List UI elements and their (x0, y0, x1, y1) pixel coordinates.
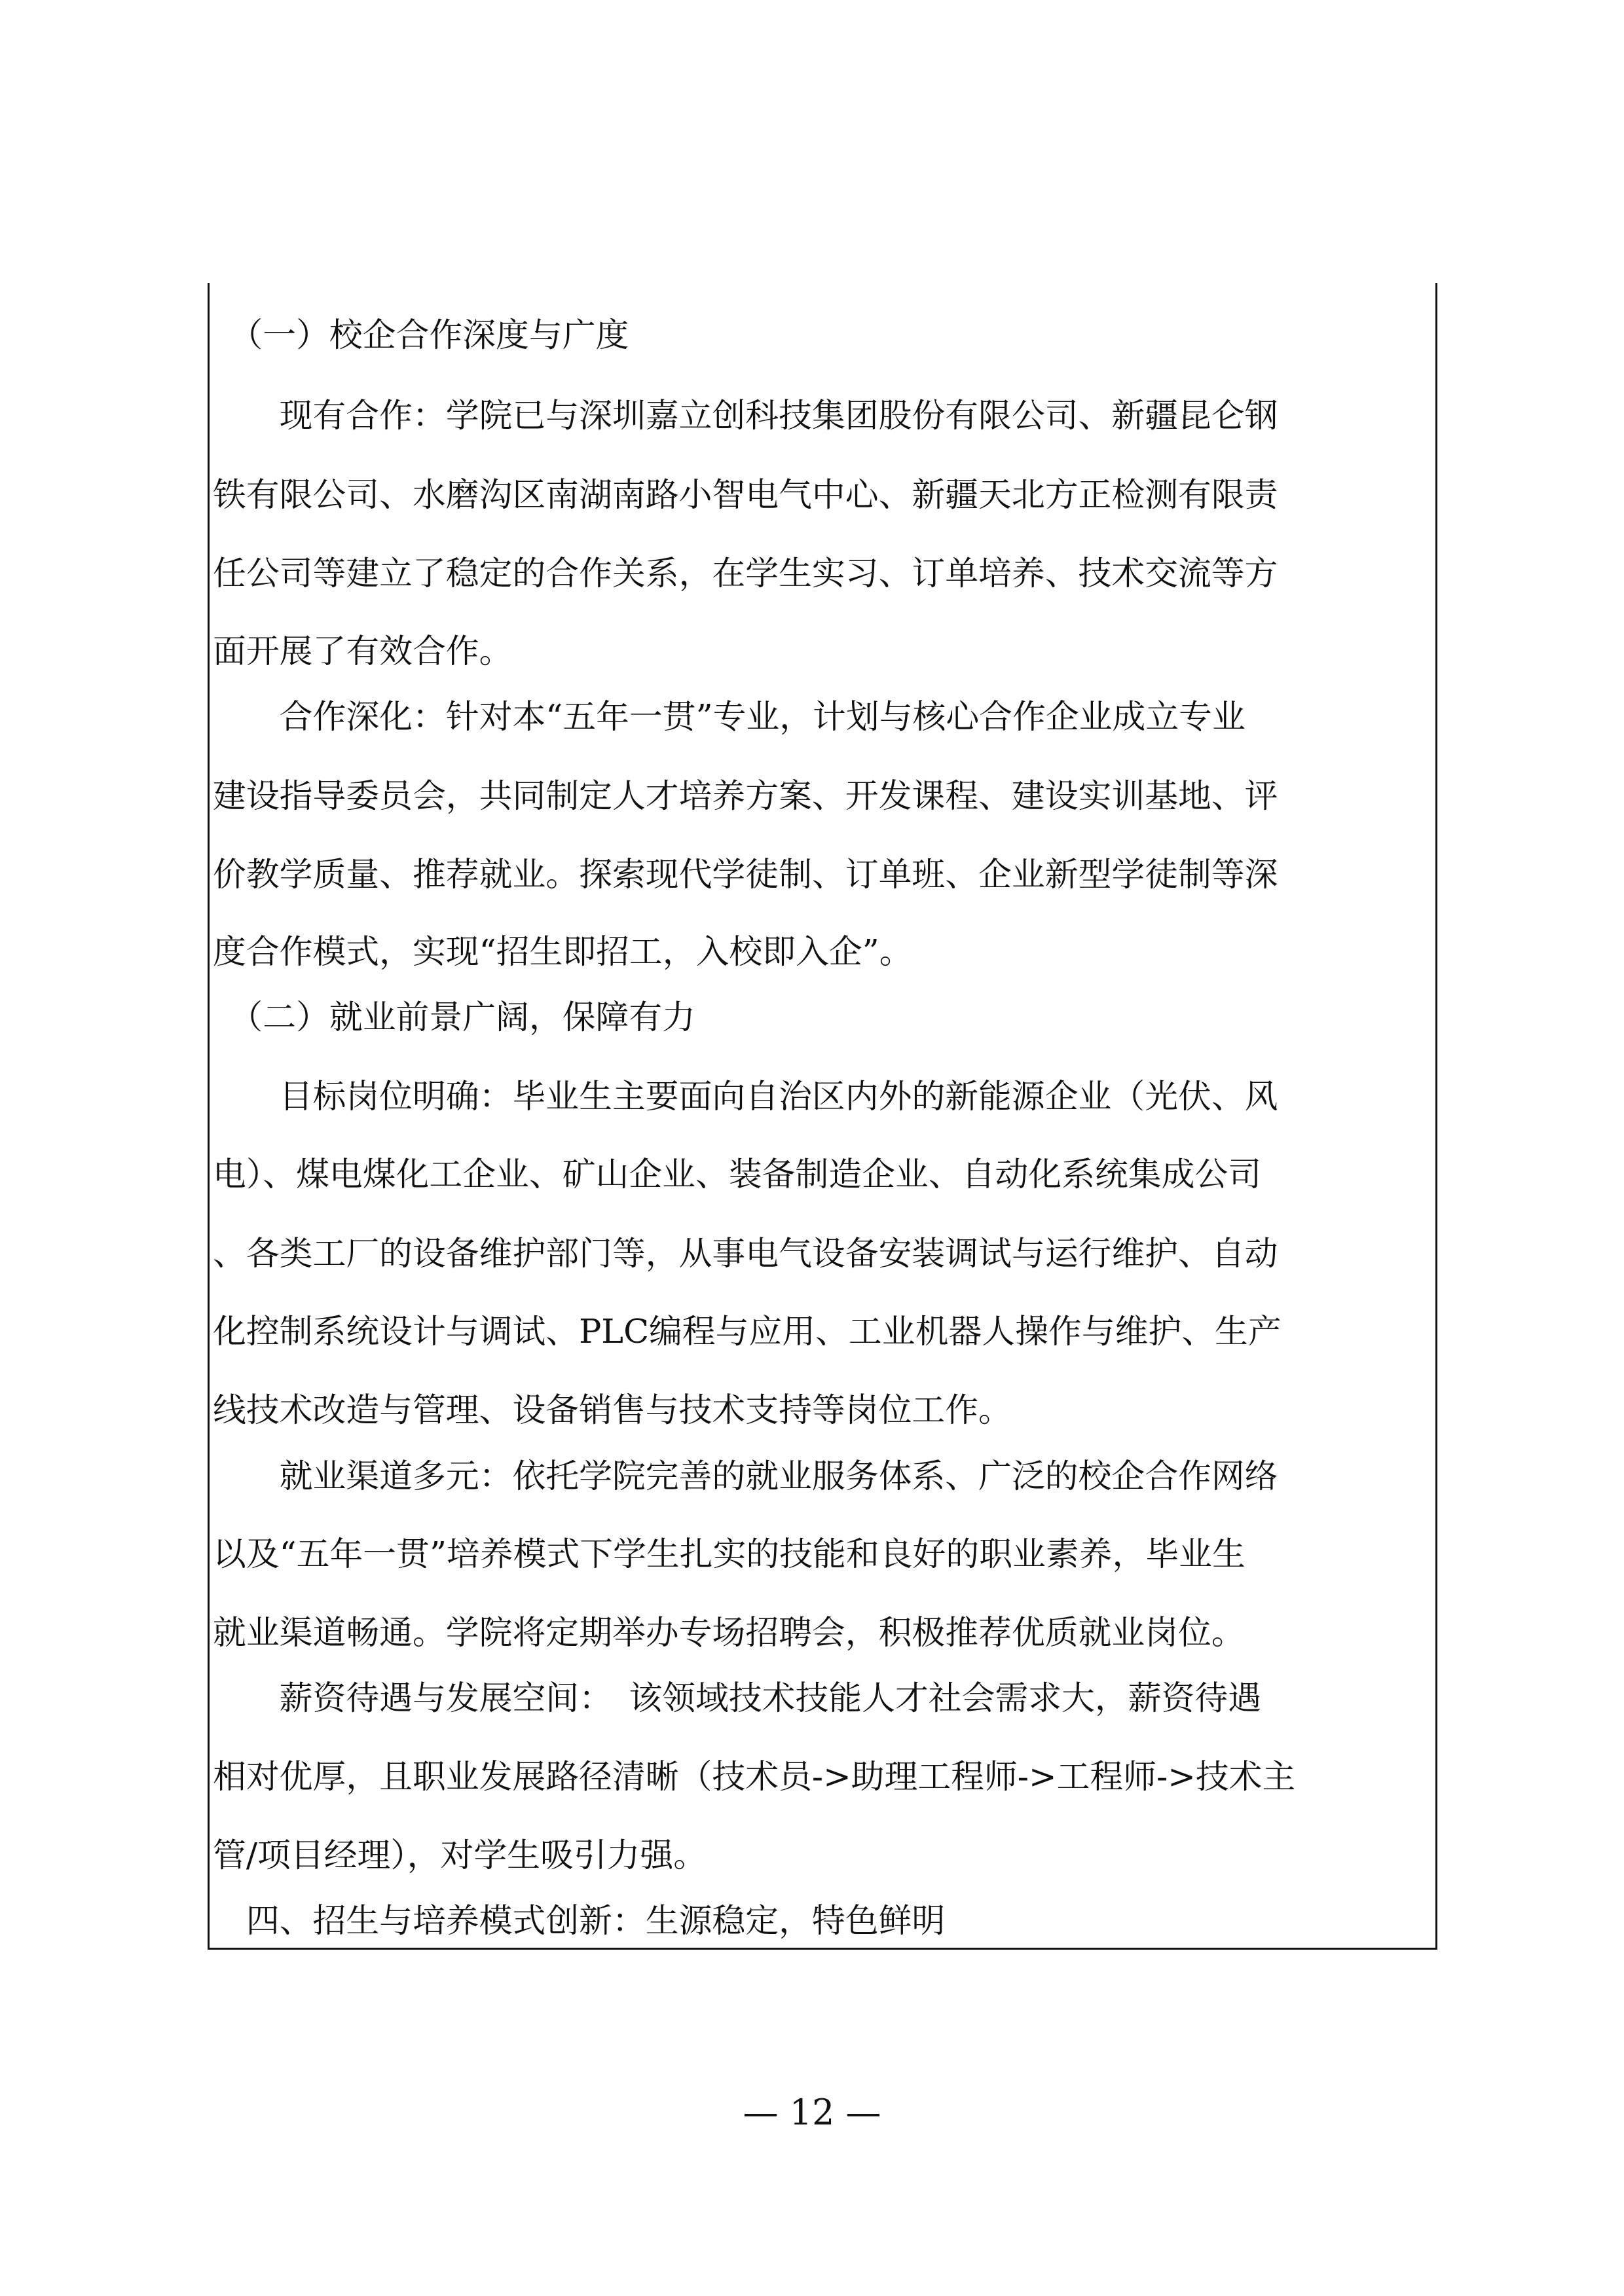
paragraph-line: 度合作模式，实现“招生即招工，入校即入企”。 (213, 932, 913, 971)
section-heading-employment: （二）就业前景广阔，保障有力 (213, 998, 696, 1036)
paragraph-line: 现有合作：学院已与深圳嘉立创科技集团股份有限公司、新疆昆仑钢 (213, 396, 1278, 435)
paragraph-line: 以及“五年一贯”培养模式下学生扎实的技能和良好的职业素养，毕业生 (213, 1535, 1246, 1573)
paragraph-line: 管/项目经理），对学生吸引力强。 (213, 1836, 707, 1874)
paragraph-line: 线技术改造与管理、设备销售与技术支持等岗位工作。 (213, 1391, 1012, 1429)
paragraph-line: 就业渠道畅通。学院将定期举办专场招聘会，积极推荐优质就业岗位。 (213, 1613, 1245, 1652)
paragraph-line: 目标岗位明确：毕业生主要面向自治区内外的新能源企业（光伏、风 (213, 1077, 1278, 1116)
paragraph-line: 就业渠道多元：依托学院完善的就业服务体系、广泛的校企合作网络 (213, 1457, 1278, 1495)
page-number: — 12 — (743, 2092, 881, 2133)
paragraph-line: 建设指导委员会，共同制定人才培养方案、开发课程、建设实训基地、评 (213, 776, 1278, 815)
paragraph-line: 价教学质量、推荐就业。探索现代学徒制、订单班、企业新型学徒制等深 (213, 855, 1278, 894)
paragraph-line: 相对优厚，且职业发展路径清晰（技术员->助理工程师->工程师->技术主 (213, 1757, 1296, 1796)
section-heading-cooperation: （一）校企合作深度与广度 (213, 316, 629, 354)
paragraph-line: 电）、煤电煤化工企业、矿山企业、装备制造企业、自动化系统集成公司 (213, 1155, 1262, 1194)
paragraph-line: 薪资待遇与发展空间： 该领域技术技能人才社会需求大，薪资待遇 (213, 1679, 1262, 1717)
paragraph-line: 任公司等建立了稳定的合作关系，在学生实习、订单培养、技术交流等方 (213, 554, 1278, 592)
paragraph-line: 合作深化：针对本“五年一贯”专业，计划与核心合作企业成立专业 (213, 697, 1246, 736)
paragraph-line: 铁有限公司、水磨沟区南湖南路小智电气中心、新疆天北方正检测有限责 (213, 475, 1278, 514)
paragraph-line: 化控制系统设计与调试、PLC编程与应用、工业机器人操作与维护、生产 (213, 1312, 1282, 1351)
paragraph-line: 、各类工厂的设备维护部门等，从事电气设备安装调试与运行维护、自动 (213, 1234, 1278, 1273)
section-heading-enrollment: 四、招生与培养模式创新：生源稳定，特色鲜明 (213, 1901, 946, 1940)
paragraph-line: 面开展了有效合作。 (213, 632, 513, 670)
